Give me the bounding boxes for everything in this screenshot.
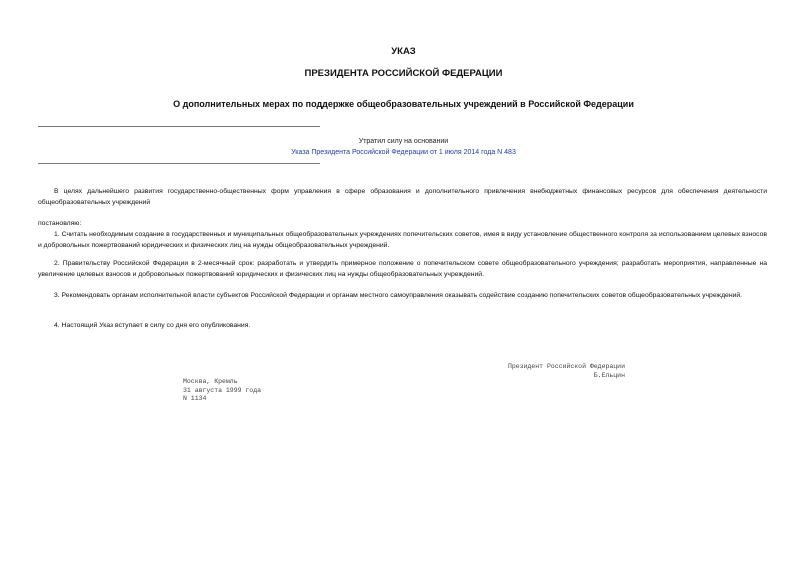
signatory-name: Б.Ельцин (593, 371, 625, 379)
signing-date: 31 августа 1999 года (183, 386, 262, 394)
divider-top (38, 126, 320, 127)
divider-bottom (38, 163, 320, 164)
decree-type-heading: УКАЗ (391, 46, 416, 57)
issuer-heading: ПРЕЗИДЕНТА РОССИЙСКОЙ ФЕДЕРАЦИИ (304, 68, 503, 79)
clause-3: 3. Рекомендовать органам исполнительной власти субъектов Российской Федерации и органам местного самоуправления оказывать содействие созданию попечительских советов общеобразовательных учреждений. (54, 292, 743, 299)
signatory-position: Президент Российской Федерации (507, 363, 625, 370)
clause-1: 1. Считать необходимым создание в государственных и муниципальных общеобразовательных учреждениях попечительских советов, имея в виду установление общественного контроля за использованием целевых взносов и добровольных пожертвований юридических и физических лиц на нужды общеобразовательных учреждений. (38, 231, 767, 249)
place-date-block (183, 378, 261, 404)
decree-number: N 1134 (183, 395, 207, 402)
status-note: Утратил силу на основании (358, 138, 449, 145)
clause-4: 4. Настоящий Указ вступает в силу со дня его опубликования. (54, 322, 251, 329)
decree-word: постановляю: (38, 220, 82, 227)
document-title: О дополнительных мерах по поддержке общеобразовательных учреждений в Российской Федерации (173, 99, 634, 109)
repeal-decree-link[interactable]: Указа Президента Российской Федерации от 1 июля 2014 года N 483 (291, 149, 516, 156)
preamble-paragraph: В целях дальнейшего развития государственно-общественных форм управления в сфере образования и дополнительного привлечения внебюджетных финансовых ресурсов для обеспечения деятельности общеобразовательных учреждений (38, 188, 767, 206)
signing-place: Москва, Кремль (183, 378, 238, 385)
signature-block (508, 363, 625, 380)
clause-2: 2. Правительству Российской Федерации в 2-месячный срок: разработать и утвердить примерное положение о попечительском совете общеобразовательного учреждения; разработать мероприятия, направленные на увеличение целевых взносов и добровольных пожертвований юридических и физических лиц на нужды общеобразовательных учреждений. (38, 260, 767, 278)
